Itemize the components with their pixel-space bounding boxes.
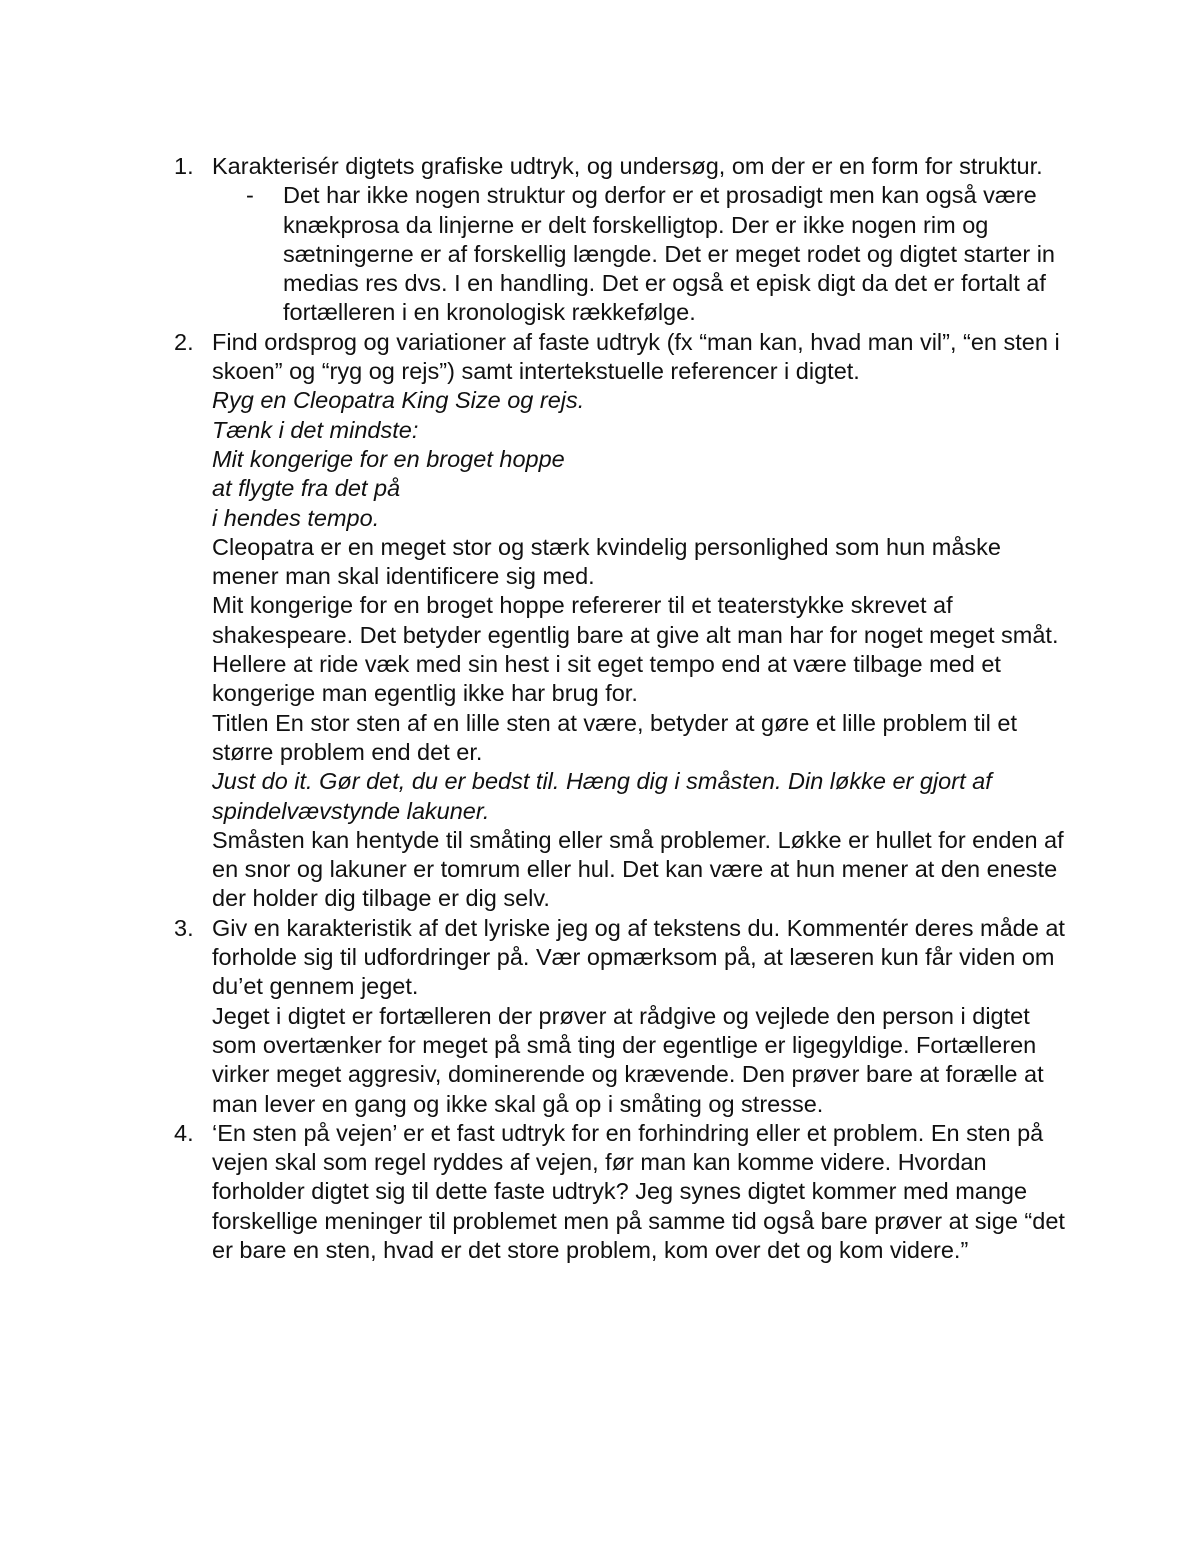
poem-quote: Ryg en Cleopatra King Size og rejs. <box>212 387 585 414</box>
question-and-answer-text: ‘En sten på vejen’ er et fast udtryk for en forhindring eller et problem. En sten på vejen skal som regel ryddes af vejen, før man kan komme videre. Hvordan forholder digtet sig til dette faste udtryk? Jeg synes digtet kommer med mange forskellige meninger til problemet men på samme tid også bare prøver at sige “det er bare en sten, hvad er det store problem, kom over det og kom videre.” <box>212 1119 1065 1263</box>
item-number: 4. <box>174 1119 194 1146</box>
item-body <box>212 328 1074 914</box>
bullet-dash: - <box>246 182 254 209</box>
list-item <box>174 328 1074 914</box>
item-number: 2. <box>174 328 194 355</box>
answer-text: Det har ikke nogen struktur og derfor er et prosadigt men kan også være knækprosa da linjerne er delt forskelligtop. Der er ikke nogen rim og sætningerne er af forskellig længde. Det er meget rodet og digtet starter in medias res dvs. I en handling. Det er også et episk digt da det er fortalt af fortælleren i en kronologisk rækkefølge. <box>283 182 1055 326</box>
question-list <box>174 152 1074 1265</box>
question-text: Find ordsprog og variationer af faste udtryk (fx “man kan, hvad man vil”, “en sten i skoen” og “ryg og rejs”) samt intertekstuelle referencer i digtet. <box>212 328 1060 385</box>
answer-bullet <box>246 181 1074 327</box>
list-item <box>174 914 1074 1119</box>
item-body <box>212 152 1074 328</box>
question-text: Karakterisér digtets grafiske udtryk, og undersøg, om der er en form for struktur. <box>212 153 1043 179</box>
item-body <box>212 1119 1074 1265</box>
question-text: Giv en karakteristik af det lyriske jeg og af tekstens du. Kommentér deres måde at forholde sig til udfordringer på. Vær opmærksom på, at læseren kun får viden om du’et gennem jeget. <box>212 914 1065 1000</box>
poem-quote: Mit kongerige for en broget hoppe <box>212 445 565 472</box>
answer-text: Titlen En stor sten af en lille sten at være, betyder at gøre et lille problem til et større problem end det er. <box>212 709 1018 765</box>
poem-quote: at flygte fra det på <box>212 475 401 502</box>
item-body <box>212 914 1074 1119</box>
answer-text: Jeget i digtet er fortælleren der prøver at rådgive og vejlede den person i digtet som overtænker for meget på små ting der egentlige er ligegyldige. Fortælleren virker meget aggresiv, dominerende og krævende. Den prøver bare at forælle at man lever en gang og ikke skal gå op i småting og stresse. <box>212 1002 1044 1117</box>
item-number: 3. <box>174 914 194 941</box>
answer-text: Cleopatra er en meget stor og stærk kvindelig personlighed som hun måske mener man skal identificere sig med. <box>212 533 1001 590</box>
poem-quote: i hendes tempo. <box>212 504 380 531</box>
answer-text: Småsten kan hentyde til småting eller små problemer. Løkke er hullet for enden af en snor og lakuner er tomrum eller hul. Det kan være at hun mener at den eneste der holder dig tilbage er dig selv. <box>212 826 1064 912</box>
answer-text: Mit kongerige for en broget hoppe refererer til et teaterstykke skrevet af shakespeare. Det betyder egentlig bare at give alt man har for noget meget småt. <box>212 592 1059 648</box>
list-item <box>174 1119 1074 1265</box>
poem-quote: Tænk i det mindste: <box>212 416 419 443</box>
item-number: 1. <box>174 153 194 179</box>
answer-text: Hellere at ride væk med sin hest i sit eget tempo end at være tilbage med et kongerige man egentlig ikke har brug for. <box>212 651 1001 707</box>
poem-quote: Just do it. Gør det, du er bedst til. Hæng dig i småsten. Din løkke er gjort af spindelvævstynde lakuner. <box>212 768 992 824</box>
list-item <box>174 152 1074 328</box>
